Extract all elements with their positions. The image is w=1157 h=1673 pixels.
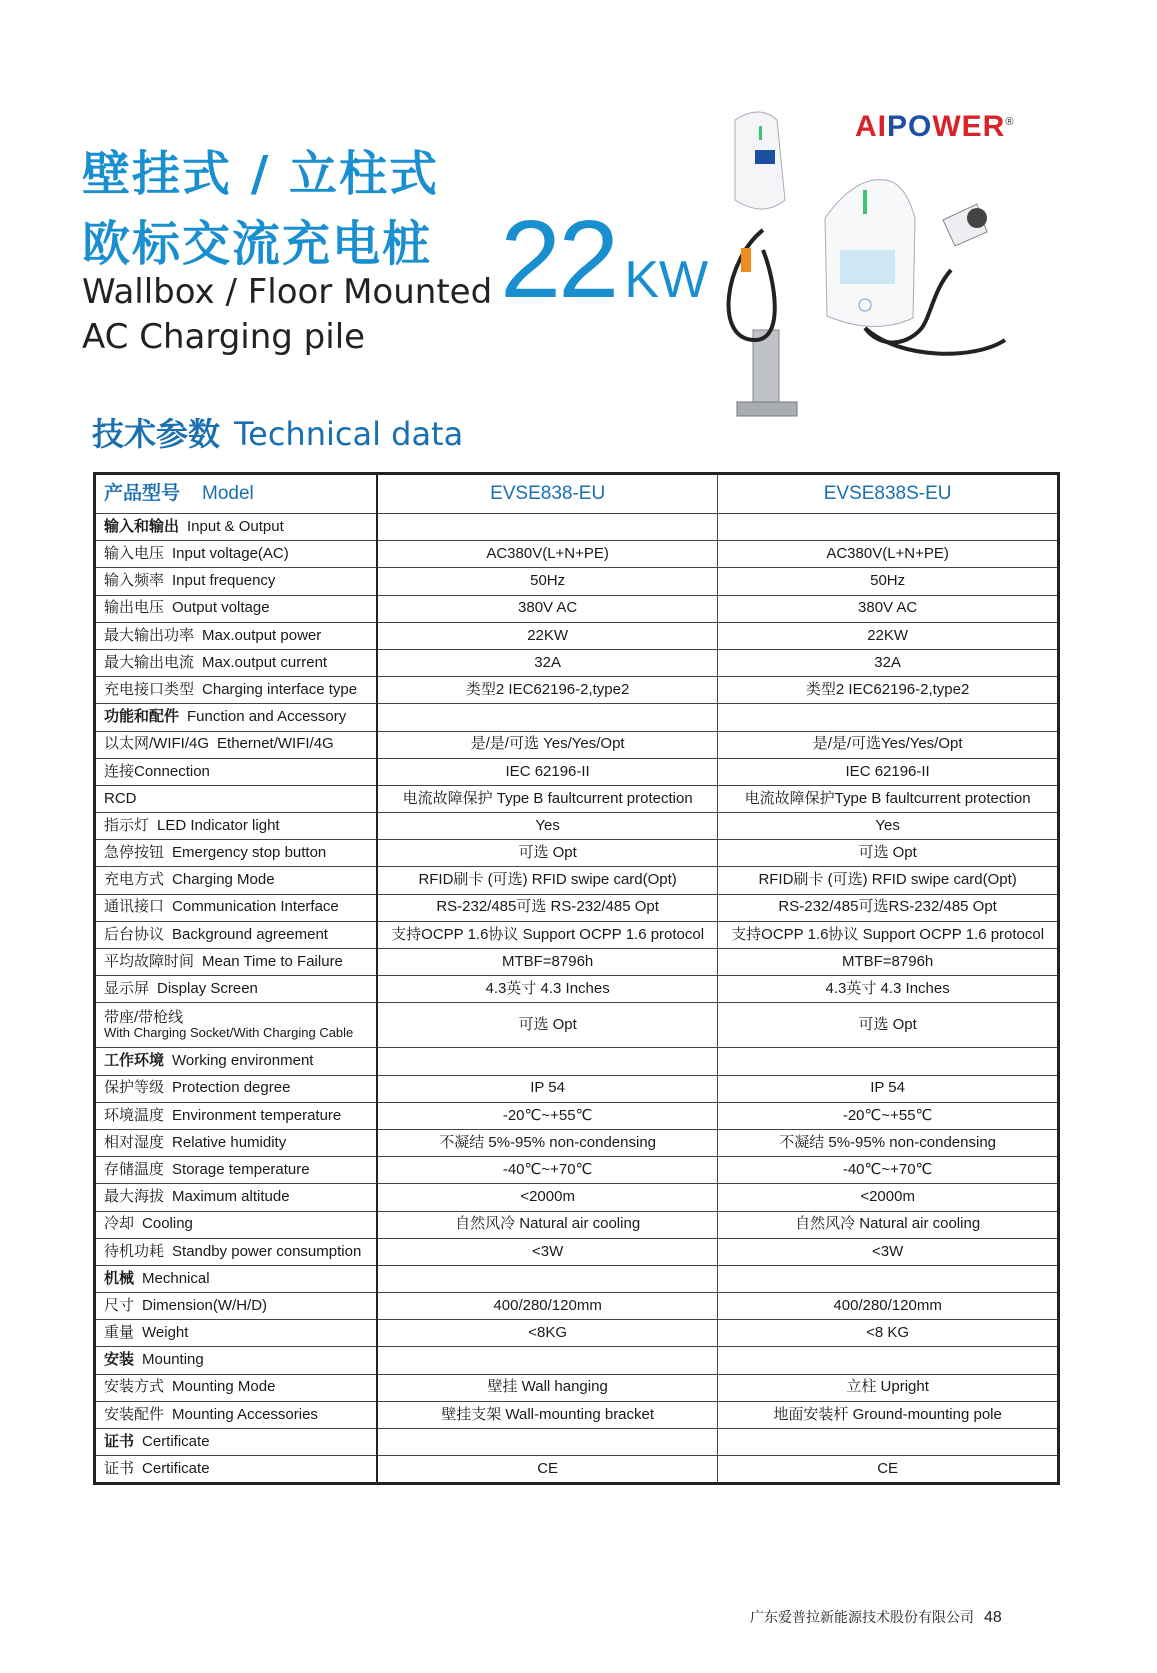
- row-label: [95, 1048, 378, 1075]
- row-label-cn: 平均故障时间: [104, 952, 195, 970]
- row-label: [95, 976, 378, 1003]
- row-label: [95, 1003, 378, 1048]
- value-model-2: -40℃~+70℃: [718, 1157, 1059, 1184]
- row-label-en: Environment temperature: [172, 1106, 342, 1124]
- row-label-cn: 尺寸: [104, 1296, 135, 1314]
- table-row: [95, 758, 1059, 785]
- value-model-1: 电流故障保护 Type B faultcurrent protection: [377, 785, 718, 812]
- floor-charger-plug: [741, 248, 751, 272]
- row-label: [95, 1075, 378, 1102]
- value-model-1: [377, 1429, 718, 1456]
- wallbox-led: [863, 190, 867, 214]
- value-model-2: [718, 1347, 1059, 1374]
- table-row: [95, 976, 1059, 1003]
- row-label-en: Certificate: [142, 1432, 210, 1450]
- table-row: [95, 731, 1059, 758]
- value-model-1: -40℃~+70℃: [377, 1157, 718, 1184]
- row-label-en: Ethernet/WIFI/4G: [217, 735, 334, 753]
- row-label-en: Max.output power: [202, 626, 322, 644]
- row-label-en: With Charging Socket/With Charging Cable: [104, 1025, 354, 1041]
- value-model-1: MTBF=8796h: [377, 949, 718, 976]
- row-label-en: Output voltage: [172, 599, 270, 617]
- row-label-cn: 以太网/WIFI/4G: [104, 735, 210, 753]
- value-model-2: 支持OCPP 1.6协议 Support OCPP 1.6 protocol: [718, 921, 1059, 948]
- table-row: [95, 1129, 1059, 1156]
- value-model-1: IP 54: [377, 1075, 718, 1102]
- row-label-en: Mounting Mode: [172, 1378, 276, 1396]
- row-label-en: Mounting Accessories: [172, 1405, 318, 1423]
- row-label-cn: 安装: [104, 1351, 135, 1369]
- row-label: [95, 785, 378, 812]
- row-label-en: Protection degree: [172, 1079, 291, 1097]
- row-label: [95, 541, 378, 568]
- row-label: [95, 514, 378, 541]
- row-label-cn: 充电方式: [104, 871, 165, 889]
- table-row: [95, 1102, 1059, 1129]
- row-label-en: Function and Accessory: [187, 708, 347, 726]
- section-title-cn: 技术参数: [92, 415, 221, 453]
- row-label-cn: 充电接口类型: [104, 680, 195, 698]
- row-label: [95, 1401, 378, 1428]
- value-model-1: <2000m: [377, 1184, 718, 1211]
- row-label-en: Input frequency: [172, 572, 276, 590]
- row-label-cn: 证书: [104, 1460, 135, 1478]
- value-model-2: 立柱 Upright: [718, 1374, 1059, 1401]
- value-model-2: CE: [718, 1456, 1059, 1484]
- row-label: [95, 1320, 378, 1347]
- value-model-1: 可选 Opt: [377, 840, 718, 867]
- row-label-en: Charging interface type: [202, 680, 358, 698]
- row-label-cn: 重量: [104, 1324, 135, 1342]
- header-model-1: EVSE838-EU: [377, 474, 718, 514]
- row-label: [95, 704, 378, 731]
- brand-part1: AI: [855, 110, 887, 143]
- table-row: [95, 622, 1059, 649]
- row-label: [95, 1429, 378, 1456]
- value-model-2: 类型2 IEC62196-2,type2: [718, 677, 1059, 704]
- row-label-cn: 输出电压: [104, 599, 165, 617]
- row-label: [95, 949, 378, 976]
- row-label-en: Input voltage(AC): [172, 545, 289, 563]
- row-label-en: Communication Interface: [172, 898, 339, 916]
- table-row: [95, 894, 1059, 921]
- value-model-2: 32A: [718, 649, 1059, 676]
- table-row: [95, 1320, 1059, 1347]
- row-label-en: Dimension(W/H/D): [142, 1296, 268, 1314]
- value-model-2: [718, 704, 1059, 731]
- product-image: [715, 110, 1055, 420]
- value-model-2: 400/280/120mm: [718, 1293, 1059, 1320]
- row-label-en: Certificate: [142, 1460, 210, 1478]
- row-label-en: Max.output current: [202, 653, 328, 671]
- row-label-cn: 相对湿度: [104, 1133, 165, 1151]
- value-model-2: [718, 1048, 1059, 1075]
- table-row: [95, 595, 1059, 622]
- value-model-1: 是/是/可选 Yes/Yes/Opt: [377, 731, 718, 758]
- value-model-2: AC380V(L+N+PE): [718, 541, 1059, 568]
- row-label-cn: 带座/带枪线: [104, 1008, 184, 1026]
- table-row: [95, 1075, 1059, 1102]
- section-row: [95, 514, 1059, 541]
- row-label-cn: 存储温度: [104, 1160, 165, 1178]
- value-model-2: <3W: [718, 1238, 1059, 1265]
- value-model-2: MTBF=8796h: [718, 949, 1059, 976]
- value-model-2: [718, 514, 1059, 541]
- row-label: [95, 1102, 378, 1129]
- value-model-1: IEC 62196-II: [377, 758, 718, 785]
- value-model-1: 支持OCPP 1.6协议 Support OCPP 1.6 protocol: [377, 921, 718, 948]
- row-label: [95, 894, 378, 921]
- row-label-en: Charging Mode: [172, 871, 275, 889]
- title-en-line1: Wallbox / Floor Mounted: [82, 272, 493, 312]
- section-title: [92, 415, 464, 453]
- value-model-2: 可选 Opt: [718, 840, 1059, 867]
- title-cn-line2: 欧标交流充电桩: [82, 216, 433, 272]
- row-label-cn: 显示屏: [104, 980, 150, 998]
- value-model-1: Yes: [377, 813, 718, 840]
- row-label-en: Background agreement: [172, 925, 328, 943]
- row-label-en: Maximum altitude: [172, 1188, 290, 1206]
- footer-company: 广东爱普拉新能源技术股份有限公司: [750, 1609, 974, 1625]
- row-label: [95, 677, 378, 704]
- row-label: [95, 840, 378, 867]
- table-row: [95, 1157, 1059, 1184]
- row-label-en: Mean Time to Failure: [202, 952, 343, 970]
- value-model-1: 类型2 IEC62196-2,type2: [377, 677, 718, 704]
- table-row: [95, 1211, 1059, 1238]
- row-label-en: Emergency stop button: [172, 844, 327, 862]
- value-model-2: 380V AC: [718, 595, 1059, 622]
- value-model-2: [718, 1429, 1059, 1456]
- row-label: [95, 867, 378, 894]
- value-model-1: CE: [377, 1456, 718, 1484]
- row-label: [95, 813, 378, 840]
- value-model-2: -20℃~+55℃: [718, 1102, 1059, 1129]
- row-label-en: Working environment: [172, 1052, 314, 1070]
- value-model-1: <3W: [377, 1238, 718, 1265]
- row-label-cn: 输入和输出: [104, 517, 180, 535]
- header-label-cell: [95, 474, 378, 514]
- table-row: [95, 568, 1059, 595]
- value-model-2: 50Hz: [718, 568, 1059, 595]
- row-label-cn: 最大输出功率: [104, 626, 195, 644]
- table-row: [95, 1184, 1059, 1211]
- value-model-2: Yes: [718, 813, 1059, 840]
- value-model-1: AC380V(L+N+PE): [377, 541, 718, 568]
- title-en-line2: AC Charging pile: [82, 317, 366, 357]
- row-label: [95, 1265, 378, 1292]
- power-value: 22: [500, 198, 617, 321]
- brand-part3: WER: [932, 110, 1006, 143]
- table-row: [95, 1003, 1059, 1048]
- row-label: [95, 1347, 378, 1374]
- value-model-2: <8 KG: [718, 1320, 1059, 1347]
- row-label: [95, 1374, 378, 1401]
- header-model-2: EVSE838S-EU: [718, 474, 1059, 514]
- row-label: [95, 1184, 378, 1211]
- value-model-1: [377, 704, 718, 731]
- row-label-cn: 最大输出电流: [104, 653, 195, 671]
- power-rating: [500, 198, 709, 321]
- table-row: [95, 1456, 1059, 1484]
- value-model-1: 380V AC: [377, 595, 718, 622]
- row-label: [95, 1456, 378, 1484]
- brand-part2: PO: [887, 110, 933, 143]
- table-row: [95, 541, 1059, 568]
- row-label-en: Display Screen: [157, 980, 258, 998]
- table-row: [95, 677, 1059, 704]
- row-label-en: Relative humidity: [172, 1133, 287, 1151]
- page-number: 48: [984, 1609, 1002, 1626]
- value-model-1: 不凝结 5%-95% non-condensing: [377, 1129, 718, 1156]
- value-model-1: [377, 1265, 718, 1292]
- value-model-2: 不凝结 5%-95% non-condensing: [718, 1129, 1059, 1156]
- row-label-en: Input & Output: [187, 517, 284, 535]
- row-label-en: LED Indicator light: [157, 816, 280, 834]
- value-model-2: 可选 Opt: [718, 1003, 1059, 1048]
- value-model-2: <2000m: [718, 1184, 1059, 1211]
- value-model-1: 壁挂支架 Wall-mounting bracket: [377, 1401, 718, 1428]
- table-row: [95, 949, 1059, 976]
- registered-mark: ®: [1005, 116, 1015, 128]
- table-row: [95, 840, 1059, 867]
- table-header-row: [95, 474, 1059, 514]
- value-model-1: 可选 Opt: [377, 1003, 718, 1048]
- value-model-2: 4.3英寸 4.3 Inches: [718, 976, 1059, 1003]
- row-label-cn: 后台协议: [104, 925, 165, 943]
- table-row: [95, 785, 1059, 812]
- section-row: [95, 1265, 1059, 1292]
- value-model-1: 壁挂 Wall hanging: [377, 1374, 718, 1401]
- value-model-1: -20℃~+55℃: [377, 1102, 718, 1129]
- section-row: [95, 1429, 1059, 1456]
- row-label-cn: 最大海拔: [104, 1188, 165, 1206]
- row-label: [95, 731, 378, 758]
- table-row: [95, 867, 1059, 894]
- row-label-en: Mechnical: [142, 1269, 210, 1287]
- wallbox-panel: [840, 250, 895, 284]
- value-model-2: RS-232/485可选RS-232/485 Opt: [718, 894, 1059, 921]
- value-model-1: 4.3英寸 4.3 Inches: [377, 976, 718, 1003]
- row-label: [95, 595, 378, 622]
- floor-charger-led: [759, 126, 762, 140]
- row-label-cn: 工作环境: [104, 1052, 165, 1070]
- row-label-en: Cooling: [142, 1215, 193, 1233]
- value-model-1: [377, 1048, 718, 1075]
- row-label: [95, 1238, 378, 1265]
- power-unit: KW: [624, 251, 709, 309]
- row-label: [95, 758, 378, 785]
- value-model-2: 电流故障保护Type B faultcurrent protection: [718, 785, 1059, 812]
- table-row: [95, 1238, 1059, 1265]
- row-label-cn: 环境温度: [104, 1106, 165, 1124]
- section-row: [95, 704, 1059, 731]
- row-label-cn: 功能和配件: [104, 708, 180, 726]
- row-label: [95, 568, 378, 595]
- row-label: [95, 1129, 378, 1156]
- row-label-cn: 证书: [104, 1432, 135, 1450]
- title-cn-line1: 壁挂式 / 立柱式: [82, 146, 439, 202]
- row-label-cn: 连接Connection: [104, 762, 210, 780]
- value-model-1: 22KW: [377, 622, 718, 649]
- wallbox-cable-coil: [865, 328, 1005, 354]
- table-row: [95, 649, 1059, 676]
- value-model-1: RS-232/485可选 RS-232/485 Opt: [377, 894, 718, 921]
- table-row: [95, 1401, 1059, 1428]
- value-model-2: 22KW: [718, 622, 1059, 649]
- row-label: [95, 649, 378, 676]
- value-model-1: RFID刷卡 (可选) RFID swipe card(Opt): [377, 867, 718, 894]
- table-row: [95, 1293, 1059, 1320]
- value-model-1: 400/280/120mm: [377, 1293, 718, 1320]
- type2-plug-face: [967, 208, 987, 228]
- row-label-cn: 冷却: [104, 1215, 135, 1233]
- pole-base: [737, 402, 797, 416]
- value-model-1: [377, 514, 718, 541]
- row-label-cn: 机械: [104, 1269, 135, 1287]
- row-label-cn: 安装配件: [104, 1405, 165, 1423]
- floor-charger-screen: [755, 150, 775, 164]
- section-row: [95, 1347, 1059, 1374]
- row-label-en: Storage temperature: [172, 1160, 310, 1178]
- row-label-en: Mounting: [142, 1351, 204, 1369]
- section-title-en: Technical data: [234, 415, 464, 453]
- row-label-en: Standby power consumption: [172, 1242, 362, 1260]
- section-row: [95, 1048, 1059, 1075]
- row-label-cn: 急停按钮: [104, 844, 165, 862]
- row-label: [95, 1211, 378, 1238]
- value-model-1: [377, 1347, 718, 1374]
- table-row: [95, 1374, 1059, 1401]
- table-row: [95, 921, 1059, 948]
- row-label-cn: 输入频率: [104, 572, 165, 590]
- row-label-cn: 保护等级: [104, 1079, 165, 1097]
- row-label-cn: 待机功耗: [104, 1242, 165, 1260]
- row-label: [95, 1157, 378, 1184]
- value-model-1: 自然风冷 Natural air cooling: [377, 1211, 718, 1238]
- row-label-cn: 指示灯: [104, 816, 150, 834]
- row-label: [95, 921, 378, 948]
- row-label-cn: 输入电压: [104, 545, 165, 563]
- footer: [750, 1607, 1002, 1627]
- row-label: [95, 622, 378, 649]
- value-model-2: [718, 1265, 1059, 1292]
- row-label-cn: 安装方式: [104, 1378, 165, 1396]
- header-label-en: Model: [202, 482, 254, 504]
- value-model-1: 50Hz: [377, 568, 718, 595]
- value-model-1: <8KG: [377, 1320, 718, 1347]
- row-label-cn: 通讯接口: [104, 898, 165, 916]
- value-model-2: IEC 62196-II: [718, 758, 1059, 785]
- value-model-2: RFID刷卡 (可选) RFID swipe card(Opt): [718, 867, 1059, 894]
- row-label-en: Weight: [142, 1324, 189, 1342]
- spec-table: [93, 472, 1060, 1485]
- table-row: [95, 813, 1059, 840]
- value-model-1: 32A: [377, 649, 718, 676]
- value-model-2: 地面安装杆 Ground-mounting pole: [718, 1401, 1059, 1428]
- value-model-2: 自然风冷 Natural air cooling: [718, 1211, 1059, 1238]
- value-model-2: 是/是/可选Yes/Yes/Opt: [718, 731, 1059, 758]
- row-label: [95, 1293, 378, 1320]
- row-label-cn: RCD: [104, 789, 137, 807]
- header-label-cn: 产品型号: [104, 482, 181, 504]
- floor-charger-cable: [729, 230, 775, 340]
- value-model-2: IP 54: [718, 1075, 1059, 1102]
